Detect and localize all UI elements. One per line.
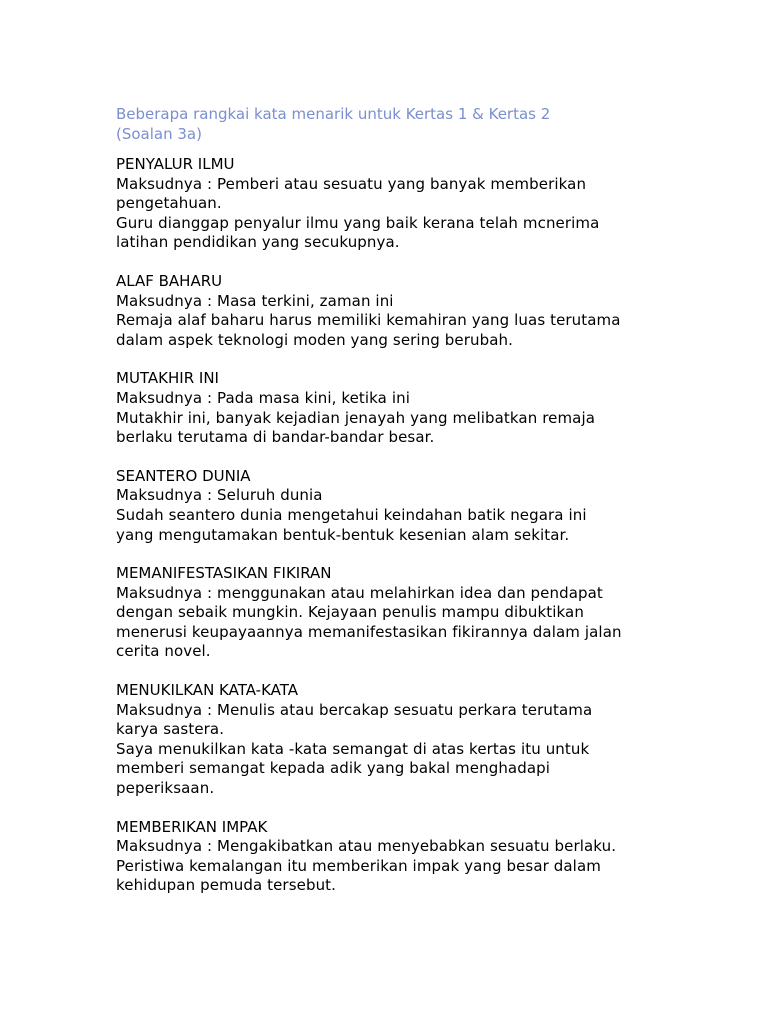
phrase-text-line: cerita novel. xyxy=(116,642,211,661)
phrase-text-line: dengan sebaik mungkin. Kejayaan penulis mampu dibuktikan xyxy=(116,603,584,622)
phrase-text-line: Sudah seantero dunia mengetahui keindahan batik negara ini xyxy=(116,505,587,524)
phrase-text-line: Maksudnya : Mengakibatkan atau menyebabkan sesuatu berlaku. xyxy=(116,837,617,856)
phrase-heading: MEMANIFESTASIKAN FIKIRAN xyxy=(116,564,332,583)
phrase-text-line: Maksudnya : Menulis atau bercakap sesuatu perkara terutama xyxy=(116,700,593,719)
phrase-text-line: Saya menukilkan kata -kata semangat di atas kertas itu untuk xyxy=(116,739,590,758)
phrase-entry xyxy=(116,369,756,447)
phrase-heading: SEANTERO DUNIA xyxy=(116,466,251,485)
phrase-text-line: Maksudnya : Pemberi atau sesuatu yang banyak memberikan xyxy=(116,174,587,193)
phrase-entry xyxy=(116,681,756,799)
phrase-text-line: Maksudnya : Masa terkini, zaman ini xyxy=(116,291,394,310)
phrase-text-line: Maksudnya : Pada masa kini, ketika ini xyxy=(116,388,410,407)
phrase-text-line: Maksudnya : menggunakan atau melahirkan idea dan pendapat xyxy=(116,583,603,602)
phrase-entry xyxy=(116,818,756,896)
phrase-text-line: menerusi keupayaannya memanifestasikan fikirannya dalam jalan xyxy=(116,622,622,641)
phrase-text-line: yang mengutamakan bentuk-bentuk kesenian alam sekitar. xyxy=(116,525,570,544)
phrase-heading: MEMBERIKAN IMPAK xyxy=(116,817,268,836)
phrase-entry xyxy=(116,155,756,253)
phrase-heading: MENUKILKAN KATA-KATA xyxy=(116,681,298,700)
phrase-text-line: peperiksaan. xyxy=(116,779,215,798)
phrase-text-line: latihan pendidikan yang secukupnya. xyxy=(116,233,400,252)
document-title-line: Beberapa rangkai kata menarik untuk Kertas 1 & Kertas 2 xyxy=(116,105,551,123)
phrase-text-line: Mutakhir ini, banyak kejadian jenayah yang melibatkan remaja xyxy=(116,408,596,427)
phrase-text-line: Peristiwa kemalangan itu memberikan impak yang besar dalam xyxy=(116,856,601,875)
document-page xyxy=(116,104,756,915)
phrase-text-line: dalam aspek teknologi moden yang sering berubah. xyxy=(116,330,514,349)
phrase-heading: ALAF BAHARU xyxy=(116,271,223,290)
phrase-text-line: karya sastera. xyxy=(116,720,225,739)
phrase-text-line: memberi semangat kepada adik yang bakal menghadapi xyxy=(116,759,551,778)
phrase-text-line: Maksudnya : Seluruh dunia xyxy=(116,486,323,505)
phrase-text-line: kehidupan pemuda tersebut. xyxy=(116,876,337,895)
phrase-text-line: Remaja alaf baharu harus memiliki kemahiran yang luas terutama xyxy=(116,311,621,330)
document-title xyxy=(116,104,756,144)
phrase-text-line: pengetahuan. xyxy=(116,194,222,213)
phrase-entry xyxy=(116,467,756,545)
phrase-text-line: Guru dianggap penyalur ilmu yang baik kerana telah mcnerima xyxy=(116,213,600,232)
phrase-entry xyxy=(116,564,756,662)
phrase-text-line: berlaku terutama di bandar-bandar besar. xyxy=(116,428,435,447)
document-title-line: (Soalan 3a) xyxy=(116,125,202,143)
phrase-heading: MUTAKHIR INI xyxy=(116,369,219,388)
phrase-entry xyxy=(116,272,756,350)
phrase-heading: PENYALUR ILMU xyxy=(116,155,235,173)
